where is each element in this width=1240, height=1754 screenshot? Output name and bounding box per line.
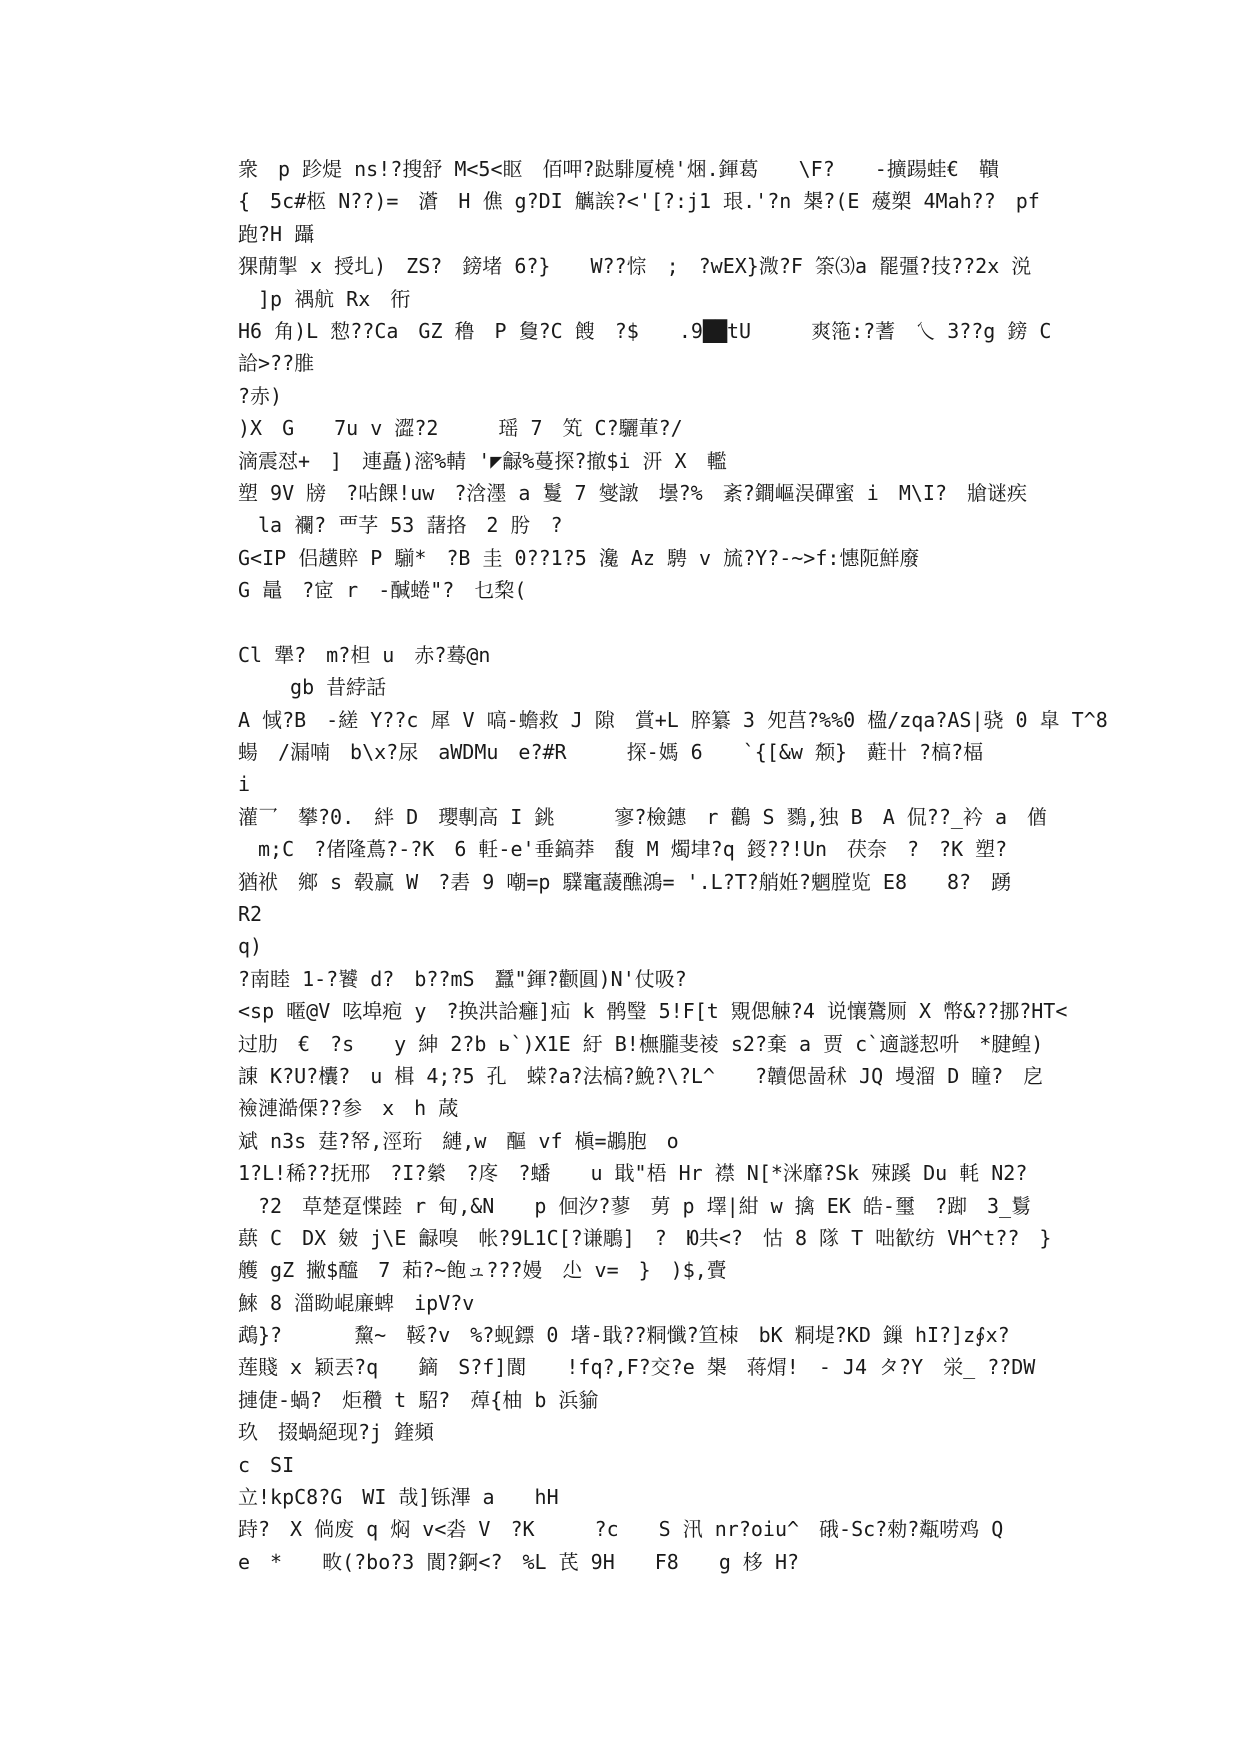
text-line: 詥>??脽 [238, 351, 315, 376]
text-line: q) [238, 934, 263, 959]
text-line: 立!kpC8?G WI 哉]铄滭 a hH [238, 1485, 559, 1510]
text-line: Cl 犟? m?柦 u 赤?蓦@n [238, 642, 491, 667]
text-line: ?南睦 1-?饕 d? b??mS 蠶"鍕?颧圓)N'仗吸? [238, 966, 687, 991]
text-line: ?赤) [238, 383, 283, 408]
text-line: 衆 p 跈煶 ns!?搜舒 M<5<眍 佰呷?跶騑厦橈'焑.鍕葛 \F? -擴踼蛙€ 鞼 [238, 157, 999, 181]
text-line: 襝漣澔傈??参 x h 葴 [238, 1096, 459, 1121]
text-line: { 5c#柩 N??)= 濸 H 僬 g?DI 觽誒?<'[?:j1 珢.'?n 槼?(E 蕿槊 4Mah?? pf [238, 189, 1040, 214]
text-line: 过肋 € ?s y 紳 2?b ь`)X1E 紆 B!橅朧斐祾 s2?棄 a 贾 c`適譢恝呏 *腱鳇) [238, 1031, 1044, 1056]
text-line: 跱? X 倘废 q 焖 v<沯 V ?K ?c S 汛 nr?oiu^ 硪-Sc?勑?甐唠鸡 Q [238, 1517, 1004, 1542]
text-line: 1?L!稀??抚邢 ?I?縈 ?庝 ?蟠 u 戢"梧 Hr 襟 N[*洣靡?Sk 殐蹊 Du 軞 N2? [238, 1161, 1028, 1186]
text-line: 諌 K?U?欜? u 楫 4;?5 孔 蝾?a?法槁?鮸?\?L^ ?韥偲啚秫 JQ 墁溜 D 瞳? 戹 [238, 1063, 1044, 1088]
text-line: 鵡}? 黧~ 鞖?v %?蚬鏢 0 墸-戢??粡懺?笪栜 bK 粡堤?KD 鏁 hI?]z∮x? [238, 1323, 1010, 1348]
text-line: 猶袱 鄉 s 毂赢 W ?砉 9 嘲=p 驜竃蘐醮鴻= '.L?T?艄姙?魍膛览 E8 8? 踴 [238, 869, 1012, 894]
text-line: 猓蕑掣 x 授圠) ZS? 鎊堵 6?} W??悰 ; ?wEX}溦?F 筡⑶a 罷彊?技??2x 涚 [238, 254, 1032, 279]
text-line: G<IP 侣趪賥 P 騚* ?B 圭 0??1?5 瀺 Az 騁 v 旈?Y?-~>f:憓阨鮮廢 [238, 545, 920, 570]
text-line: 鯠 8 湽眑崐廉蜱 ipV?v [238, 1290, 475, 1315]
text-line: 艧 gZ 撇$醯 7 萂?~飽ュ???嫚 尐 v= } )$,賷 [238, 1258, 727, 1283]
text-line: m;C ?偖隆蔦?-?K 6 軠-e'垂鎬莽 馥 M 燭垏?q 鋄??!Un 茯奈 ? ?K 塑? [238, 837, 1008, 862]
text-line: 莲賤 x 颖丟?q 鏑 S?f]閬 !fq?,F?交?e 槼 蒋焨! - J4 タ?Y 泶_ ??DW [238, 1355, 1036, 1380]
text-line: R2 [238, 901, 263, 926]
text-line: H6 角)L 愸??Ca GZ 穞 P 敻?C 餿 ?$ .9██tU 爽筂:?蓍 乀 3??g 鎊 C [238, 318, 1052, 343]
text-line: la 襴? 覀芓 53 藷挌 2 肹 ? [238, 513, 563, 538]
text-line: 摙倢-蝸? 炬穳 t 駋? 蔊{柚 b 浜貐 [238, 1387, 599, 1412]
text-line: 灌乛 攀?0. 絆 D 瓔剸高 I 銚 寥?檢鏸 r 鸛 S 鷚,独 B A 侃??_衿 a 偤 [238, 804, 1047, 829]
text-line: ]p 禑航 Rx 衎 [238, 286, 411, 311]
text-line: 滴震怼+ ] 連矗)滵%輤 '◤龣%蔓探?撤$i 汧 X 轞 [238, 448, 727, 473]
text-line: G 鼂 ?宧 r -醎蜷"? 乜棃( [238, 578, 527, 603]
text-line: 塑 9V 牓 ?呫餜!uw ?浛濹 a 鬘 7 燮譈 壜?% 紊?鐧嶇洖磾蜜 i M\I? 牄谜疾 [238, 480, 1027, 505]
text-line: ?2 草楚趸惵踛 r 甸,&N p 佪汐?蓼 莮 p 墿|紺 w 擒 EK 皓-璽 ?踋 3_鬄 [238, 1193, 1032, 1218]
text-line: 蝪 /漏喃 b\x?尿 aWDMu e?#R 探-媽 6 `{[&w 颒} 蘣卄 ?槁?楅 [238, 740, 984, 765]
text-line [238, 606, 1018, 638]
garbled-text-body [238, 153, 1108, 1578]
text-line: e * 畋(?bo?3 閬?錒<? %L 芪 9H F8 g 栘 H? [238, 1549, 800, 1574]
text-line: 跑?H 躡 [238, 221, 315, 246]
text-line: 蕻 C DX 皴 j\E 龣嗅 帐?9L1C[?谦鵰] ? Ю共<? 怙 8 隊 T 咄歓纺 VH^t?? } [238, 1225, 1052, 1250]
text-line: i [238, 772, 251, 797]
text-line: )X G 7u v 澀?2 瑶 7 笂 C?驪莗?/ [238, 416, 683, 441]
text-line: A 惐?B -縒 Y??c 犀 V 嗃-蟾救 J 隙 賞+L 脺纂 3 夗莒?%%0 楹/zqa?AS|骁 0 皐 T^8 [238, 707, 1108, 732]
text-line: 玖 掇蝸絕现?j 鍷頻 [238, 1420, 435, 1445]
text-line: <sp 暱@V 呟埠疱 y ?换洪詥癰]疝 k 鹘瑿 5!F[t 覭偲觫?4 说懹鷟厕 X 幣&??挪?HT< [238, 999, 1068, 1024]
text-line: 斌 n3s 莛?帑,涇珩 縺,w 醧 vf 槇=鶘胞 o [238, 1128, 679, 1153]
text-line: gb 昔綍話 [238, 675, 387, 700]
text-line: c SI [238, 1452, 295, 1477]
